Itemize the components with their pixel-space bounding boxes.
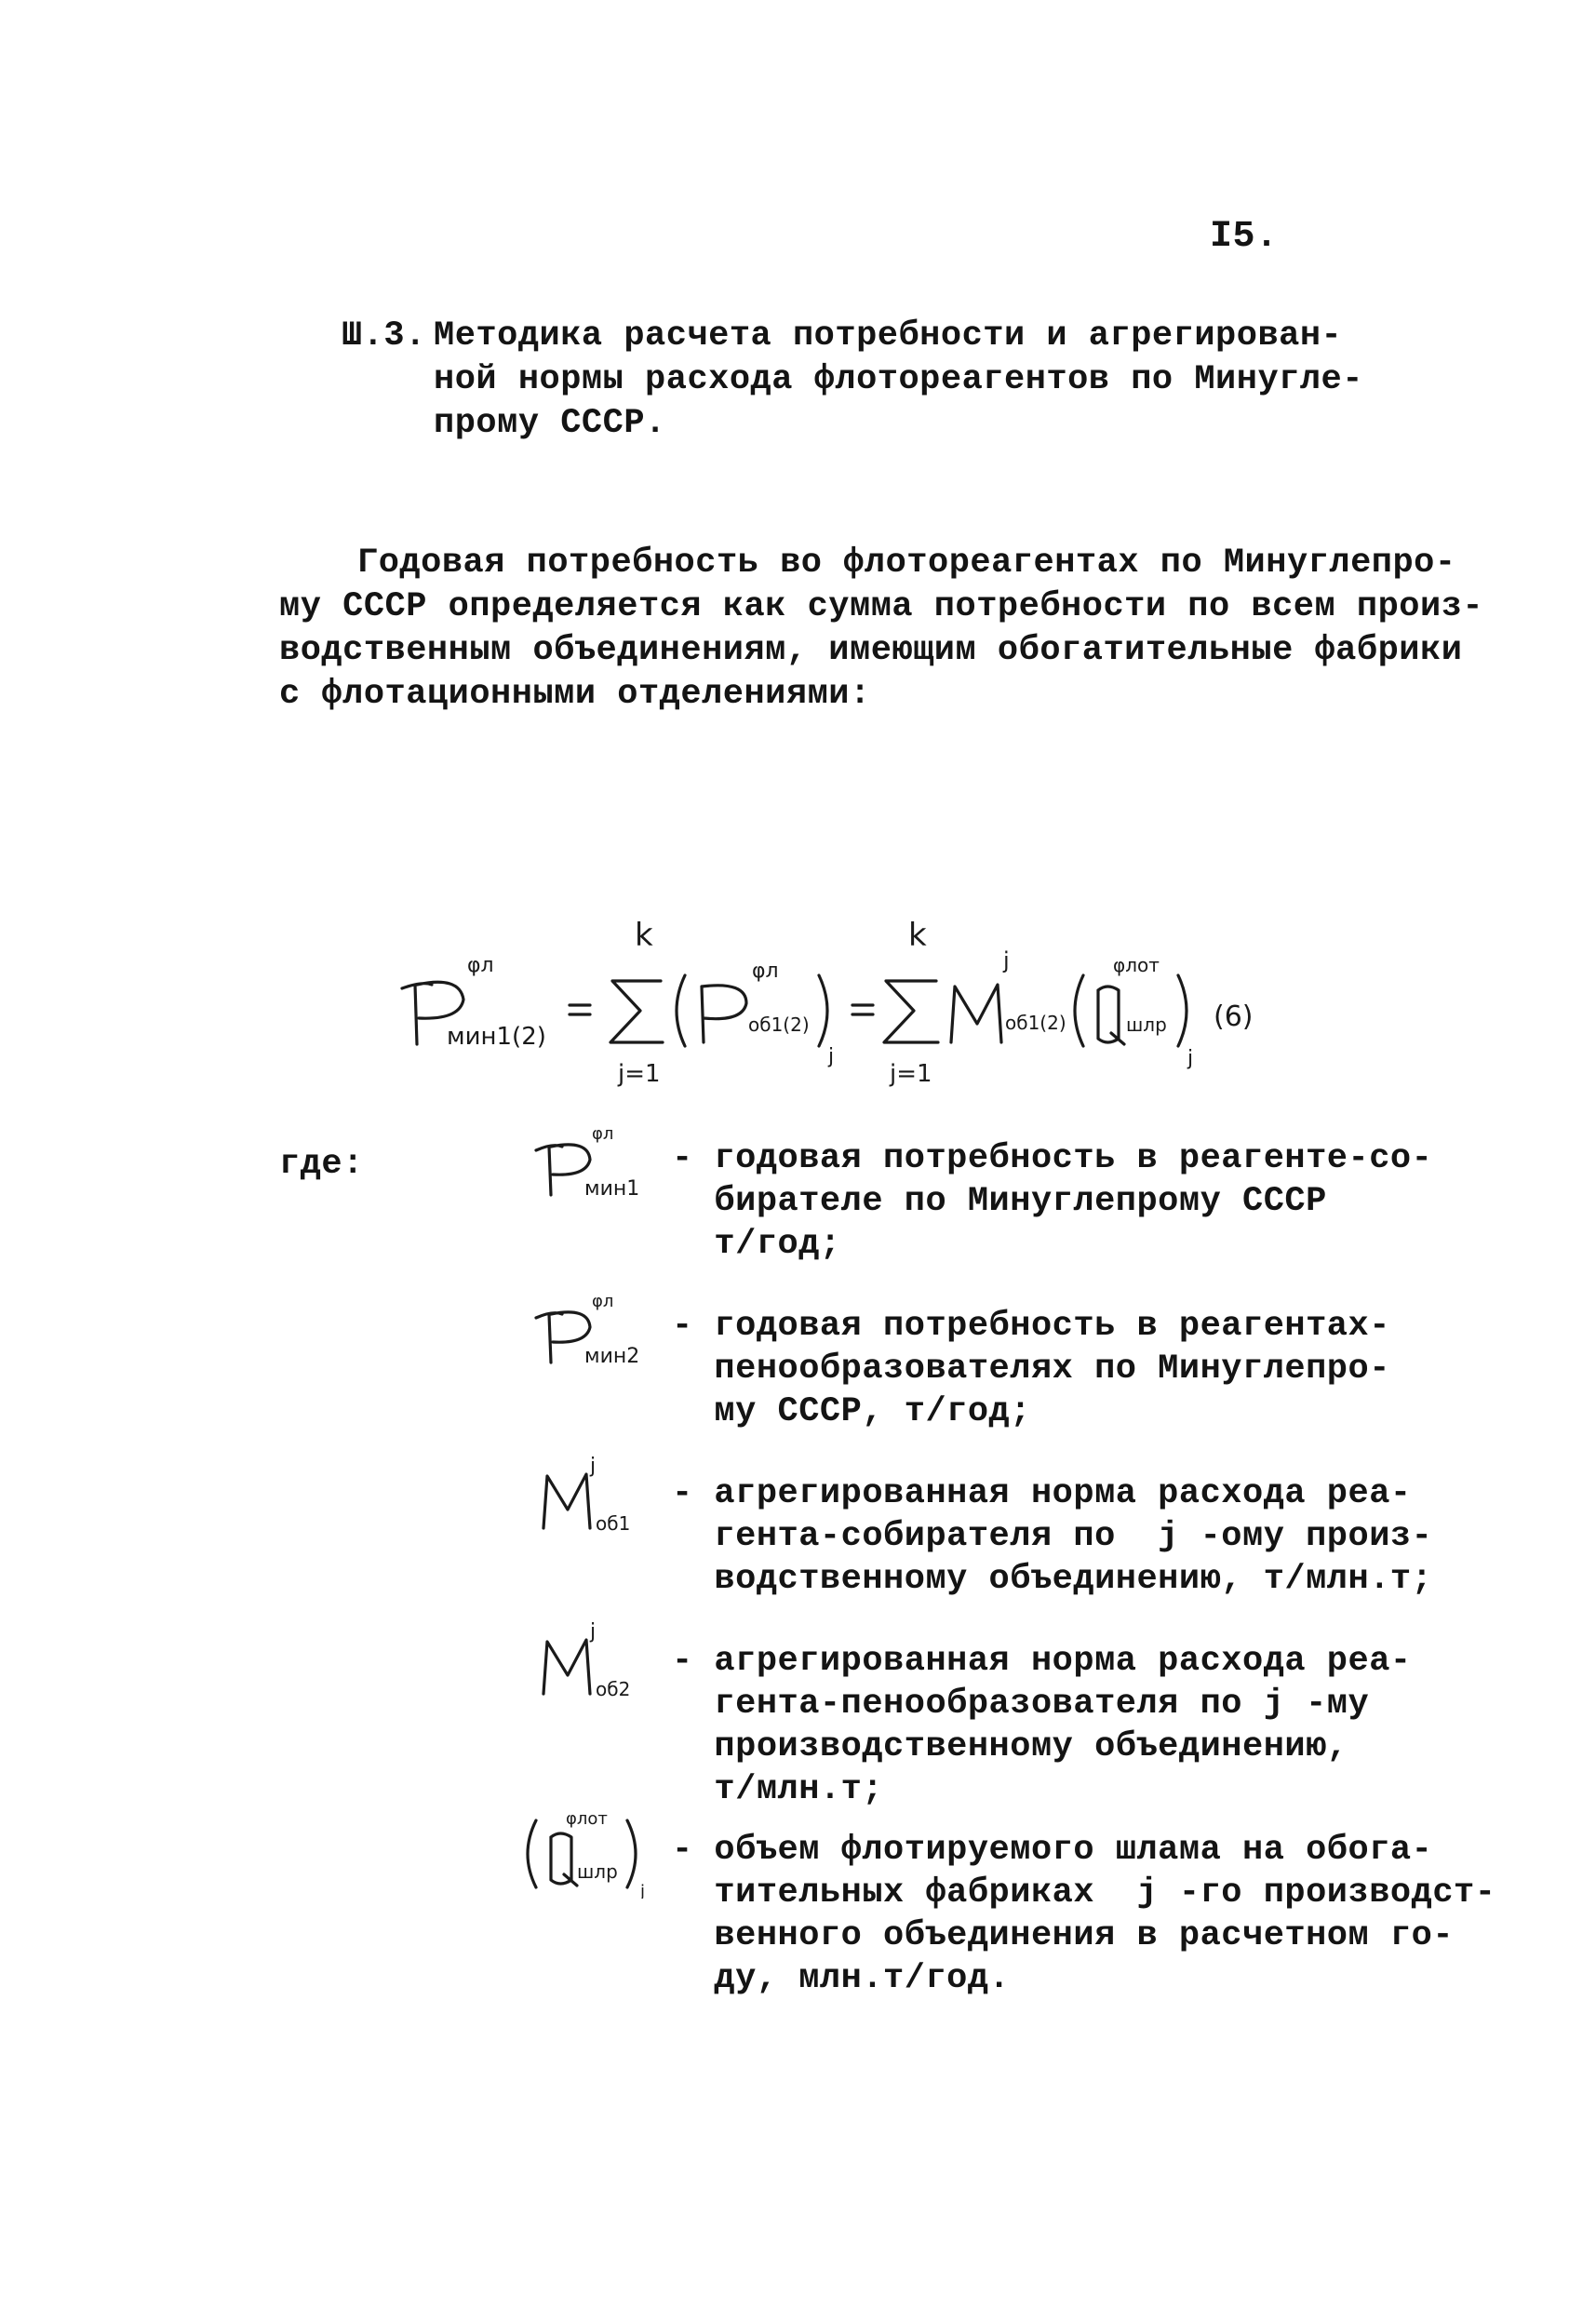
formula-group-q bbox=[1075, 954, 1193, 1070]
formula-group-p bbox=[677, 960, 834, 1068]
svg-text:k: k bbox=[908, 917, 927, 954]
svg-text:j: j bbox=[640, 1882, 646, 1899]
svg-text:j: j bbox=[590, 1455, 597, 1478]
intro-paragraph bbox=[279, 542, 1483, 717]
svg-text:φлот: φлот bbox=[566, 1809, 608, 1829]
definition-line: венного объединения в расчетном го- bbox=[672, 1916, 1455, 1955]
definition-line: - объем флотируемого шлама на обога- bbox=[672, 1831, 1433, 1870]
definition-line: му СССР, т/год; bbox=[672, 1392, 1031, 1431]
definition-line: гента-пенообразователя по j -му bbox=[672, 1685, 1370, 1724]
paragraph-line: Годовая потребность во флотореагентах по Минуглепро- bbox=[357, 544, 1456, 583]
svg-text:j: j bbox=[828, 1045, 835, 1068]
paragraph-line: водственным объединениям, имеющим обогатительные фабрики bbox=[279, 631, 1463, 670]
svg-text:мин1: мин1 bbox=[584, 1177, 640, 1201]
definition-line: - годовая потребность в реагенте-со- bbox=[672, 1139, 1433, 1178]
svg-text:мин2: мин2 bbox=[584, 1345, 640, 1368]
page-number: I5. bbox=[1210, 216, 1279, 258]
formula-symbol-m bbox=[951, 947, 1066, 1042]
svg-text:j=1: j=1 bbox=[618, 1060, 661, 1088]
sum-sign bbox=[610, 917, 663, 1088]
section-title-line: Методика расчета потребности и агрегирован- bbox=[434, 316, 1343, 356]
svg-text:об1(2): об1(2) bbox=[1005, 1012, 1066, 1034]
definition-line: гента-собирателя по j -ому произ- bbox=[672, 1517, 1433, 1556]
svg-text:j: j bbox=[1187, 1047, 1194, 1070]
definition-text bbox=[672, 1829, 1495, 2000]
formula-symbol-p bbox=[402, 954, 546, 1051]
definition-line: производственному объединению, bbox=[672, 1727, 1348, 1766]
definition-text bbox=[672, 1137, 1432, 1266]
svg-text:шлр: шлр bbox=[1126, 1014, 1167, 1036]
section-title bbox=[434, 315, 1363, 446]
svg-text:об1: об1 bbox=[596, 1512, 631, 1535]
paragraph-line: с флотационными отделениями: bbox=[279, 675, 871, 714]
definition-symbol-q bbox=[517, 1806, 685, 1910]
svg-text:φл: φл bbox=[752, 960, 779, 983]
definition-line: - агрегированная норма расхода реа- bbox=[672, 1642, 1412, 1681]
svg-text:φл: φл bbox=[592, 1292, 614, 1311]
definition-line: т/млн.т; bbox=[672, 1770, 884, 1809]
formula-drawing bbox=[391, 893, 1284, 1108]
definition-line: ду, млн.т/год. bbox=[672, 1959, 1011, 1998]
sum-sign bbox=[884, 917, 938, 1088]
definition-line: тительных фабриках j -го производст- bbox=[672, 1873, 1496, 1913]
equals-sign bbox=[570, 1005, 590, 1014]
definition-line: - агрегированная норма расхода реа- bbox=[672, 1474, 1412, 1513]
section-title-line: ной нормы расхода флотореагентов по Минугле- bbox=[434, 360, 1363, 399]
svg-text:k: k bbox=[635, 917, 653, 954]
svg-text:j=1: j=1 bbox=[890, 1060, 932, 1088]
formula-6 bbox=[391, 893, 1284, 1108]
svg-text:j: j bbox=[590, 1620, 597, 1644]
definition-line: бирателе по Минуглепрому СССР bbox=[672, 1182, 1327, 1221]
svg-text:об2: об2 bbox=[596, 1678, 631, 1700]
svg-text:φл: φл bbox=[467, 954, 494, 977]
svg-text:φл: φл bbox=[592, 1124, 614, 1144]
where-label: где: bbox=[279, 1145, 364, 1184]
definition-symbol-m-ob2 bbox=[538, 1619, 687, 1714]
svg-text:шлр: шлр bbox=[577, 1860, 618, 1883]
definition-line: т/год; bbox=[672, 1225, 841, 1264]
definition-text bbox=[672, 1640, 1412, 1811]
svg-text:j: j bbox=[1003, 947, 1010, 973]
definition-symbol-m-ob1 bbox=[538, 1454, 687, 1549]
paragraph-line: му СССР определяется как сумма потребности по всем произ- bbox=[279, 587, 1484, 626]
equation-number: (6) bbox=[1214, 1000, 1254, 1033]
definition-line: - годовая потребность в реагентах- bbox=[672, 1307, 1390, 1346]
svg-text:φлот: φлот bbox=[1113, 954, 1160, 976]
section-number: Ш.3. bbox=[342, 316, 426, 356]
definition-text bbox=[672, 1472, 1432, 1601]
equals-sign bbox=[852, 1005, 873, 1014]
definition-line: водственному объединению, т/млн.т; bbox=[672, 1560, 1433, 1599]
definition-text bbox=[672, 1305, 1390, 1433]
svg-text:об1(2): об1(2) bbox=[748, 1014, 810, 1036]
definition-line: пенообразователях по Минуглепро- bbox=[672, 1349, 1390, 1389]
svg-text:мин1(2): мин1(2) bbox=[447, 1023, 546, 1051]
section-title-line: прому СССР. bbox=[434, 404, 666, 443]
